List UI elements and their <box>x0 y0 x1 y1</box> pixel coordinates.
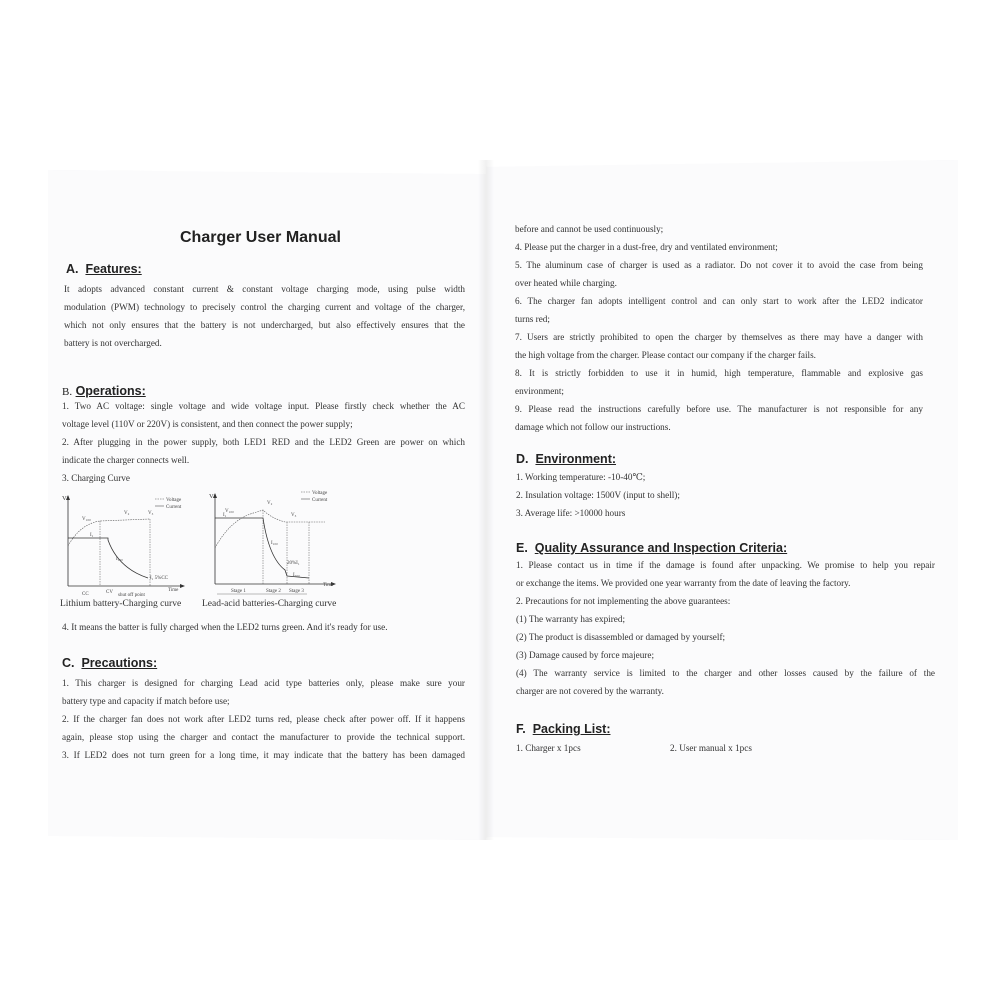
environment-list: 1. Working temperature: -10-40℃; 2. Insulation voltage: 1500V (input to shell); 3. Average life: >10000 hours <box>516 472 680 518</box>
lithium-axis-y-label: VI <box>62 495 69 502</box>
leadacid-legend-voltage: Voltage <box>312 491 328 496</box>
svg-text:shut off point: shut off point <box>118 593 145 598</box>
svg-text:I₂₀₀: I₂₀₀ <box>293 573 300 578</box>
svg-text:V₂: V₂ <box>124 511 130 516</box>
quality-text: 1. Please contact us in time if the damage is found after unpacking. We promise to help you repair or exchange the items. We provided one year warranty from the date of leaving the factory. 2. Precautions for not implementing the above guarantees: (1) The warranty has expired; (2) The product is disassembled or damaged by yourself; (3) Damage caused by force majeure; (4) The warranty service is limited to the charger and other losses caused by the failure of the charger are not covered by the warranty. <box>516 560 935 696</box>
features-text: It adopts advanced constant current & constant voltage charging mode, using pulse width modulation (PWM) technology to precisely control the charging current and voltage of the charger, which not only ensures that the battery is not undercharged, but also effectively ensures that the battery is not overcharged. <box>64 284 465 348</box>
quality-heading: E. Quality Assurance and Inspection Criteria: <box>516 541 788 555</box>
lithium-charging-chart <box>60 490 190 603</box>
leadacid-axis-x-label: Time <box>323 583 334 588</box>
page-title: Charger User Manual <box>180 229 341 246</box>
book-spine <box>478 160 494 840</box>
operations-heading: B. Operations: <box>62 384 146 398</box>
leadacid-legend-current: Current <box>312 498 328 503</box>
lithium-chart-caption: Lithium battery-Charging curve <box>60 599 182 609</box>
leadacid-axis-y-label: VI <box>209 493 216 500</box>
packing-heading: F. Packing List: <box>516 722 611 736</box>
leadacid-current-curve <box>215 518 309 578</box>
precautions-continued: before and cannot be used continuously; 4. Please put the charger in a dust-free, dry and ventilated environment; 5. The aluminum case of charger is used as a radiator. Do not cover it to avoid the case from being over heated while charging. 6. The charger fan adopts intelligent control and can only start to work after the LED2 indicator turns red; 7. Users are strictly prohibited to open the charger by themselves as there may have a danger with the high voltage from the charger. Please contact our company if the charger fails. 8. It is strictly forbidden to use it in humid, high temperature, flammable and explosive gas environment; 9. Please read the instructions carefully before use. The manufacturer is not responsible for any damage which not follow our instructions. <box>515 224 923 432</box>
leadacid-voltage-curve <box>215 510 325 548</box>
svg-text:V₁₀₀: V₁₀₀ <box>82 517 91 522</box>
svg-text:Stage 1: Stage 1 <box>231 589 246 594</box>
precautions-text: 1. This charger is designed for charging Lead acid type batteries only, please make sure your battery type and capacity if match before use; 2. If the charger fan does not work after LED2 turns red, please check after power off. If it happens again, please stop using the charger and contact the manufacturer to provide the technical support. 3. If LED2 does not turn green for a long time, it may indicate that the battery has been damaged <box>62 678 465 760</box>
environment-heading: D. Environment: <box>516 452 617 466</box>
lithium-current-curve <box>68 538 148 578</box>
packing-item-charger: 1. Charger x 1pcs <box>516 743 581 753</box>
leadacid-charging-chart <box>205 488 345 605</box>
operations-text: 1. Two AC voltage: single voltage and wide voltage input. Please firstly check whether the AC voltage level (110V or 220V) is consistent, and then connect the power supply; 2. After plugging in the power supply, both LED1 RED and the LED2 Green are power on which indicate the charger connects well. 3. Charging Curve <box>62 401 465 483</box>
svg-text:I₁: I₁ <box>223 513 227 518</box>
svg-text:I₁: I₁ <box>90 533 94 538</box>
svg-text:V₂: V₂ <box>267 501 273 506</box>
svg-text:CV: CV <box>106 590 113 595</box>
svg-text:I₁₀₀: I₁₀₀ <box>116 557 123 562</box>
svg-text:CC: CC <box>82 592 89 597</box>
svg-text:V₃: V₃ <box>291 513 297 518</box>
leadacid-chart-caption: Lead-acid batteries-Charging curve <box>202 599 337 609</box>
svg-text:Stage 2: Stage 2 <box>266 589 281 594</box>
svg-text:20%I₁: 20%I₁ <box>287 561 300 566</box>
svg-text:V₁₀₀: V₁₀₀ <box>225 509 234 514</box>
lithium-legend-current: Current <box>166 505 182 510</box>
lithium-axis-x-label: Time <box>168 588 179 593</box>
svg-text:I₁₀₀: I₁₀₀ <box>271 541 278 546</box>
features-heading: A. Features: <box>66 262 142 276</box>
lithium-legend-voltage: Voltage <box>166 498 182 503</box>
operations-item4: 4. It means the batter is fully charged when the LED2 turns green. And it's ready for use. <box>62 622 388 632</box>
svg-text:Stage 3: Stage 3 <box>289 589 304 594</box>
svg-text:I₁ 5%CC: I₁ 5%CC <box>150 576 168 581</box>
packing-item-manual: 2. User manual x 1pcs <box>670 743 752 753</box>
precautions-heading: C. Precautions: <box>62 656 158 670</box>
svg-text:V₃: V₃ <box>148 511 154 516</box>
